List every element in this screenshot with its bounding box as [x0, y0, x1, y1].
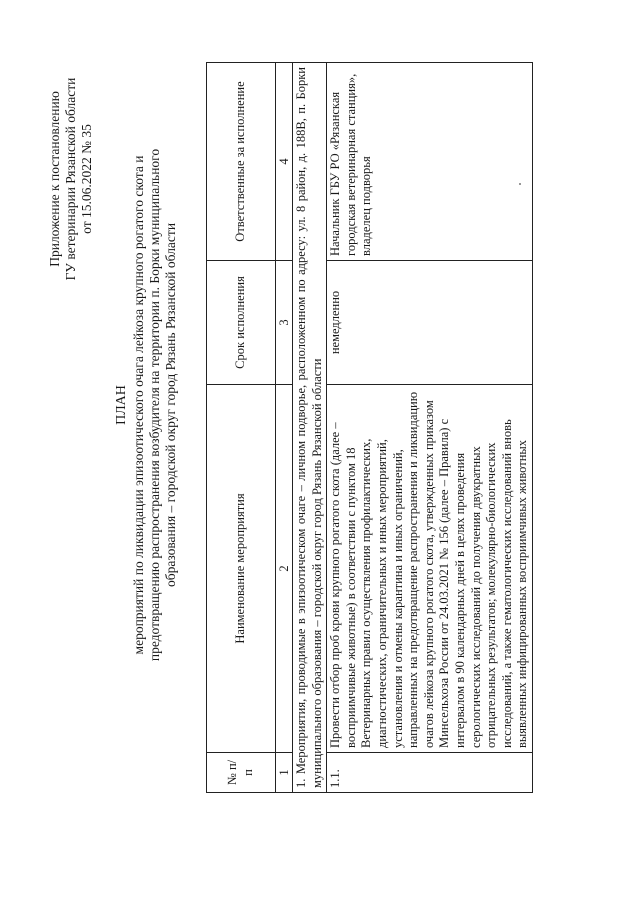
column-number: 3: [276, 261, 293, 385]
section-title: 1. Мероприятия, проводимые в эпизоотическом очаге – личном подворье, расположенном по адресу: ул. 8 район, д. 188В, п. Борки муниципального образования – городской округ город Рязань Рязанской области: [293, 63, 327, 793]
row-measure-text: Провести отбор проб крови крупного рогатого скота (далее – восприимчивые животные) в соответствии с пунктом 18 Ветеринарных правил осуществления профилактических, диагностических, ограничительных и иных мероприятий, установления и отмены карантина и иных ограничений, направленных на предотвращение распространения и ликвидацию очагов лейкоза крупного рогатого скота, утвержденных приказом Минсельхоза России от 24.03.2021 № 156 (далее – Правила) с интервалом в 90 календарных дней в целях проведения серологических исследований до получения двукратных отрицательных результатов; молекулярно-биологических исследований, а также гематологических исследований вновь выявленных инфицированных восприимчивых животных: [327, 385, 533, 753]
col-header-deadline: Срок исполнения: [207, 261, 276, 385]
column-number: 4: [276, 63, 293, 261]
scan-speck: [519, 183, 521, 185]
col-header-responsible: Ответственные за исполнение: [207, 63, 276, 261]
plan-title-line-2: предотвращению распространения возбудителя на территории п. Борки муниципального: [147, 148, 162, 662]
column-number: 2: [276, 385, 293, 753]
approval-line-3: от 15.06.2022 № 35: [79, 124, 94, 234]
plan-title-line-3: образования – городской округ город Рязань Рязанской области: [163, 222, 178, 588]
col-header-number: № п/п: [207, 753, 276, 793]
table-header-row: [207, 63, 276, 793]
plan-title: [114, 75, 179, 735]
column-number: 1: [276, 753, 293, 793]
column-number-row: [276, 63, 293, 793]
approval-line-2: ГУ ветеринарии Рязанской области: [63, 77, 78, 281]
approval-header: [47, 9, 95, 349]
table-row: [327, 63, 533, 793]
plan-title-line-1: мероприятий по ликвидации эпизоотического очага лейкоза крупного рогатого скота и: [131, 155, 146, 655]
row-responsible: Начальник ГБУ РО «Рязанская городская ветеринарная станция», владелец подворья: [327, 63, 533, 261]
plan-heading: ПЛАН: [114, 385, 129, 425]
row-number: 1.1.: [327, 753, 533, 793]
section-row: [293, 63, 327, 793]
approval-line-1: Приложение к постановлению: [47, 91, 62, 267]
col-header-name: Наименование мероприятия: [207, 385, 276, 753]
plan-table: [206, 62, 533, 793]
row-deadline: немедленно: [327, 261, 533, 385]
